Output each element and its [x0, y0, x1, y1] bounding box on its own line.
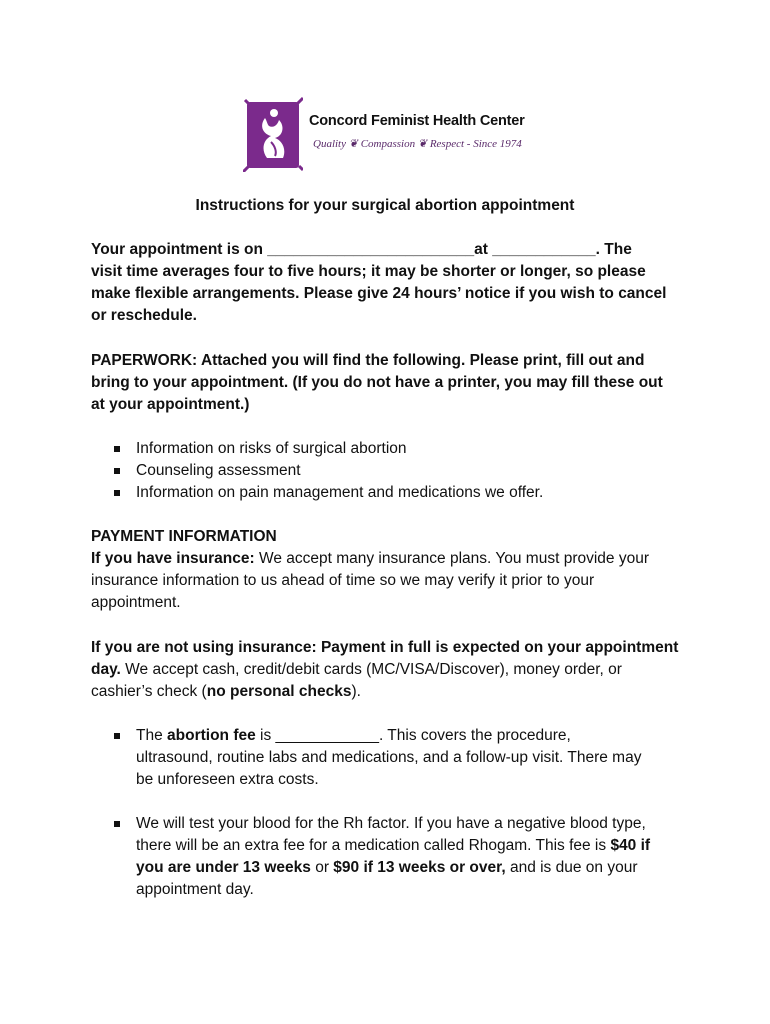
- bullet-icon: [114, 821, 120, 827]
- paperwork-line-3: at your appointment.): [91, 396, 250, 413]
- health-center-logo-icon: [243, 96, 303, 172]
- payment-insurance-section: PAYMENT INFORMATION If you have insurance: We accept many insurance plans. You must provide your insurance information to us ahead of time so we may verify it prior to your appointment.: [91, 526, 691, 614]
- fee-list: [112, 725, 692, 901]
- appointment-line-1: Your appointment is on ________________________at ____________. The: [91, 241, 632, 258]
- no-insurance-line-1: If you are not using insurance: Payment in full is expected on your appointment: [91, 639, 679, 656]
- list-item: We will test your blood for the Rh factor. If you have a negative blood type, there will be an extra fee for a medication called Rhogam. This fee is $40 if you are under 13 weeks or $90 if 13 weeks or over, and is due on your appointment day.: [112, 813, 692, 901]
- insurance-label: If you have insurance:: [91, 550, 255, 567]
- payment-no-insurance-section: If you are not using insurance: Payment in full is expected on your appointment day. We accept cash, credit/debit cards (MC/VISA/Discover), money order, or cashier’s check (no personal checks).: [91, 637, 691, 703]
- appointment-line-3: make flexible arrangements. Please give 24 hours’ notice if you wish to cancel: [91, 285, 667, 302]
- paperwork-line-2: bring to your appointment. (If you do not have a printer, you may fill these out: [91, 374, 663, 391]
- org-name: Concord Feminist Health Center: [309, 113, 525, 129]
- paperwork-list: [112, 438, 692, 504]
- bullet-icon: [114, 490, 120, 496]
- list-item: Information on pain management and medications we offer.: [112, 482, 692, 504]
- insurance-line-2: insurance information to us ahead of time so we may verify it prior to your: [91, 572, 595, 589]
- list-item: Information on risks of surgical abortion: [112, 438, 692, 460]
- paperwork-line-1: PAPERWORK: Attached you will find the following. Please print, fill out and: [91, 352, 645, 369]
- bullet-icon: [114, 733, 120, 739]
- paperwork-paragraph: [91, 350, 691, 416]
- appointment-line-4: or reschedule.: [91, 307, 197, 324]
- document-title: Instructions for your surgical abortion appointment: [195, 197, 575, 214]
- bullet-icon: [114, 468, 120, 474]
- list-item: The abortion fee is ____________. This covers the procedure, ultrasound, routine labs and medications, and a follow-up visit. There may be unforeseen extra costs.: [112, 725, 692, 791]
- org-tagline: Quality ❦ Compassion ❦ Respect - Since 1974: [313, 138, 522, 150]
- payment-heading: PAYMENT INFORMATION: [91, 528, 277, 545]
- list-item: Counseling assessment: [112, 460, 692, 482]
- insurance-line-3: appointment.: [91, 594, 181, 611]
- header-logo: [243, 96, 543, 172]
- appointment-line-2: visit time averages four to five hours; it may be shorter or longer, so please: [91, 263, 646, 280]
- bullet-icon: [114, 446, 120, 452]
- appointment-paragraph: [91, 239, 691, 327]
